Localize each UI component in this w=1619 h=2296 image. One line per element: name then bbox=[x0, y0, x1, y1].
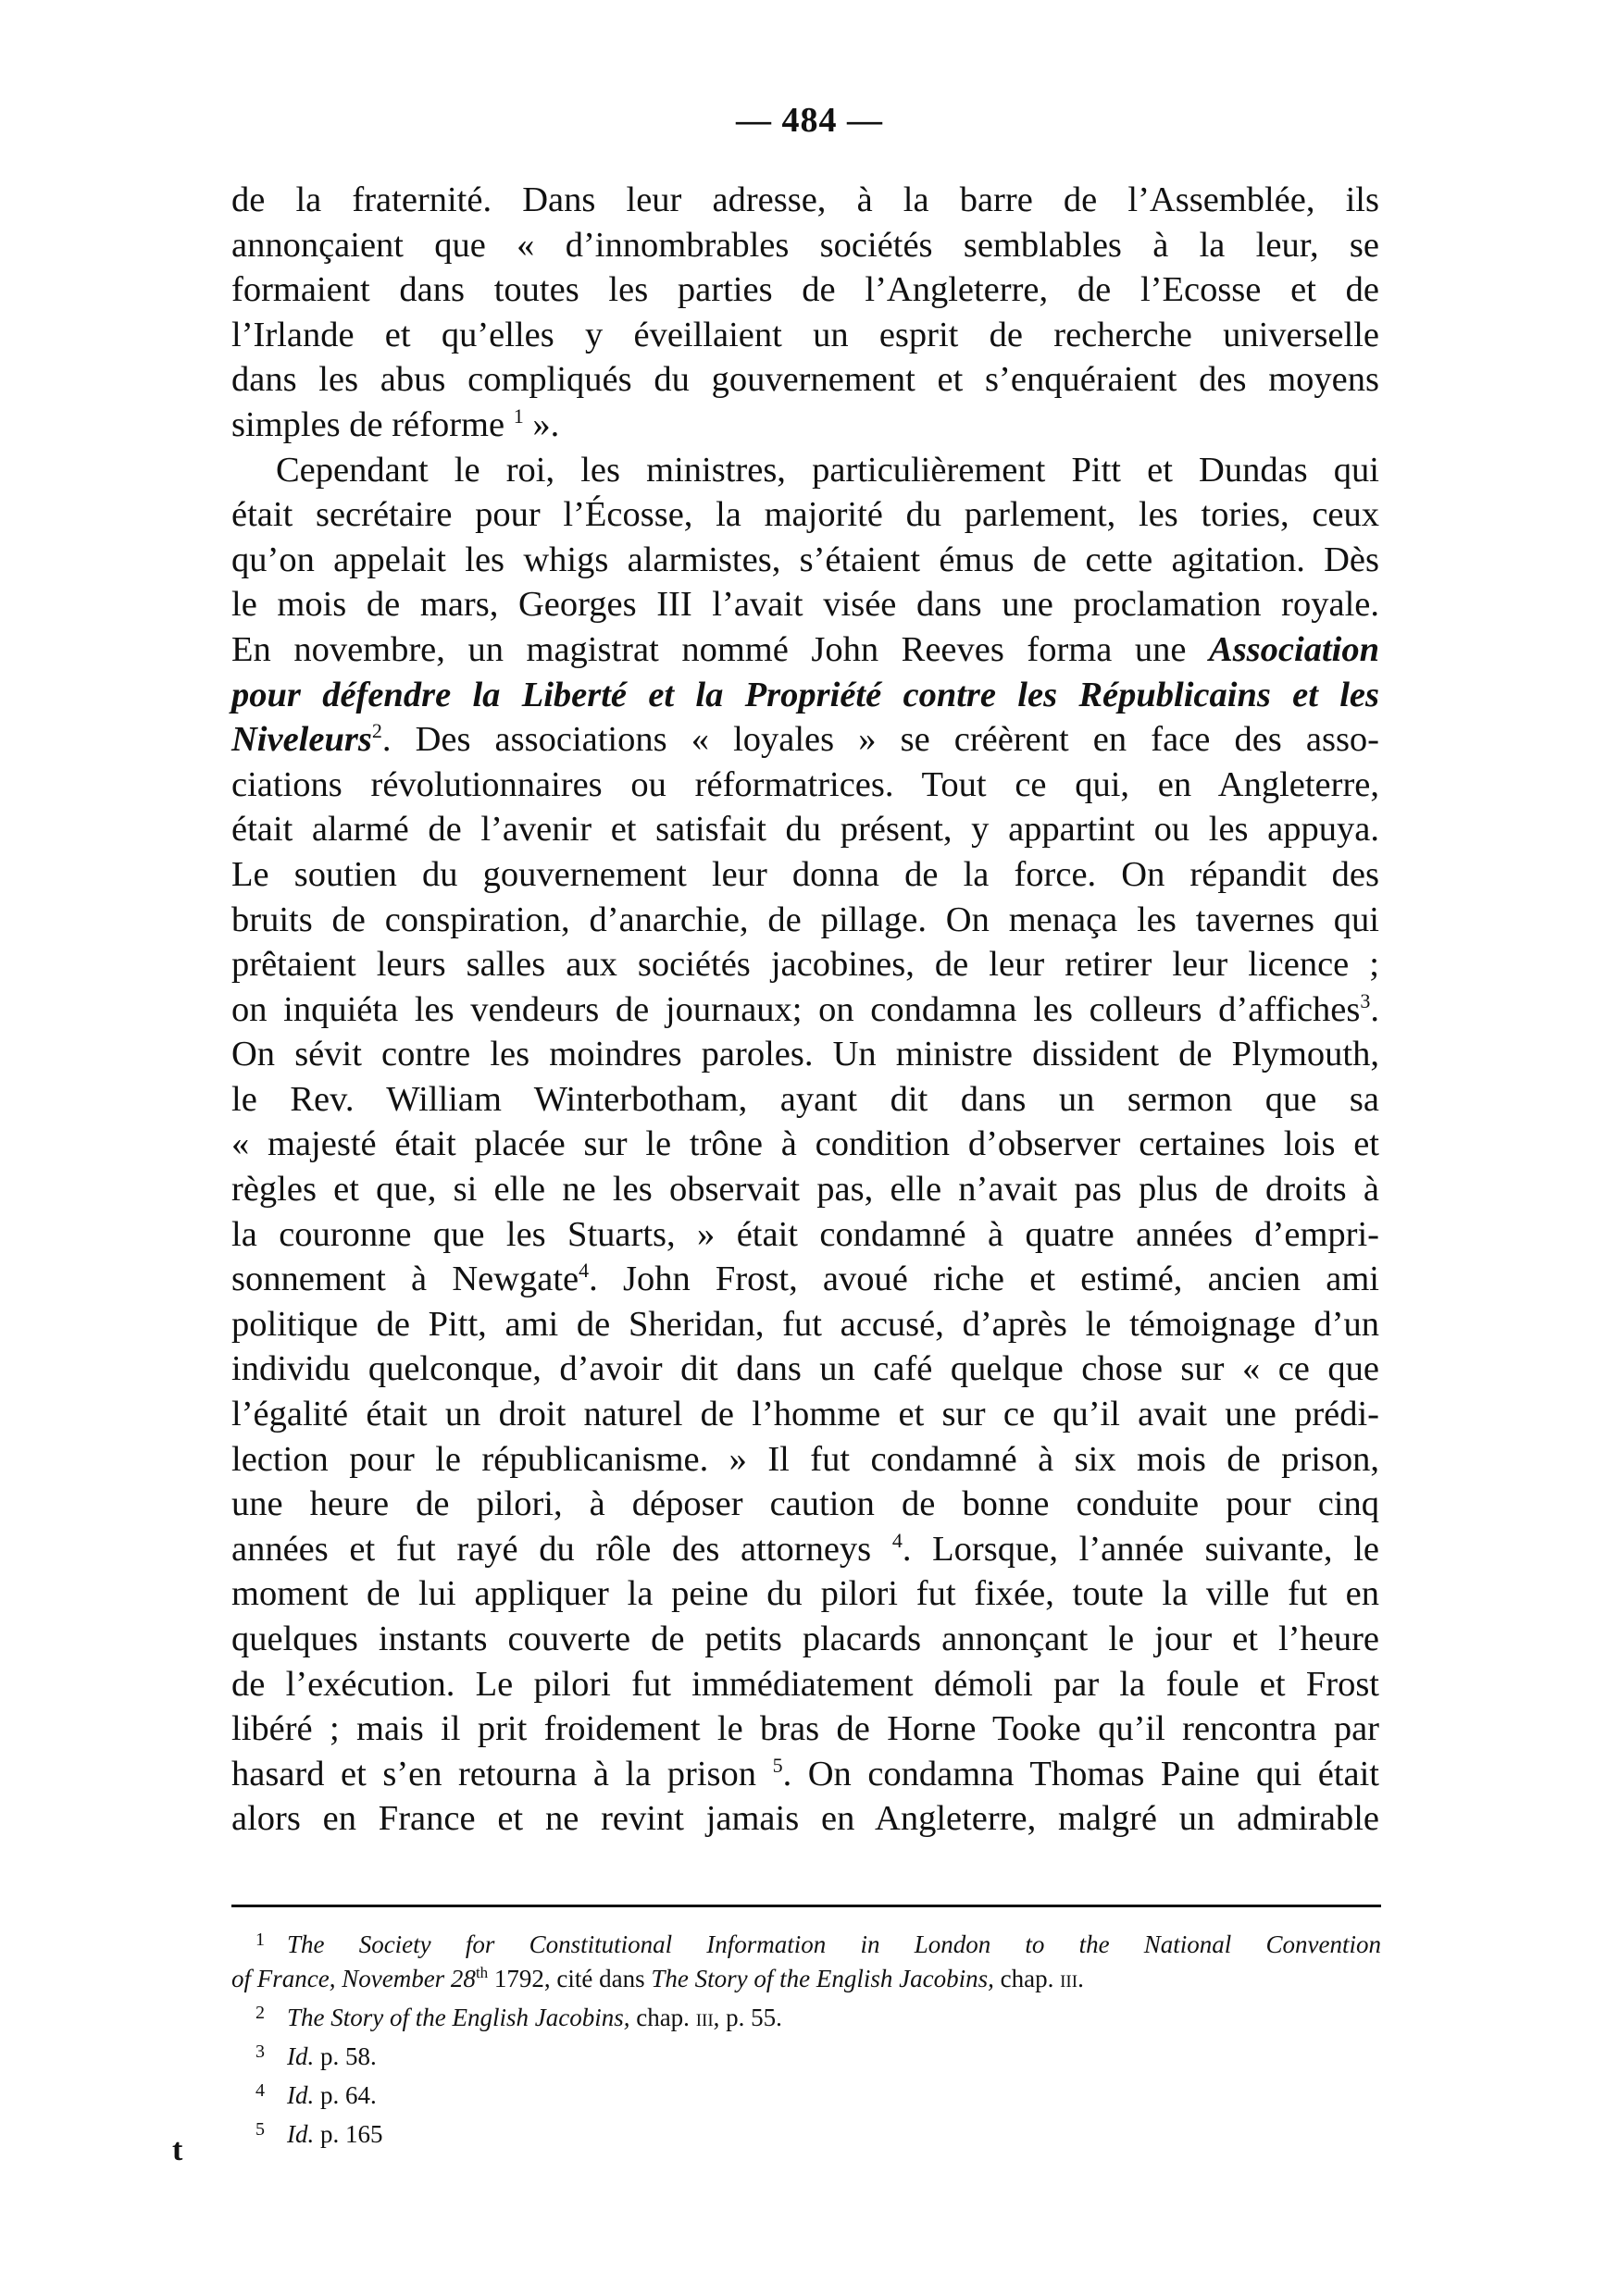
text-line bbox=[231, 717, 1379, 763]
footnote-divider bbox=[231, 1905, 1381, 1907]
footnote-ref: 5 bbox=[772, 1753, 783, 1777]
footnote-text: Id. bbox=[287, 2120, 315, 2148]
text-line: libéré ; mais il prit froidement le bras de Horne Tooke qu’il rencontra par bbox=[231, 1709, 1379, 1749]
text-fragment: ». bbox=[523, 404, 560, 444]
footnote-text: The Society for Constitutional Information in London to the National Convention bbox=[287, 1930, 1381, 1958]
text-fragment: années et fut rayé du rôle des attorneys bbox=[231, 1529, 872, 1569]
footnote-ref: 3 bbox=[1360, 988, 1371, 1012]
text-line: l’Irlande et qu’elles y éveillaient un esprit de recherche universelle bbox=[231, 315, 1379, 354]
footnote-3 bbox=[231, 2035, 1381, 2074]
footnote-ref: 1 bbox=[513, 403, 524, 428]
text-fragment: on inquiéta les vendeurs de journaux; on condamna les colleurs d’affiches bbox=[231, 989, 1361, 1029]
text-line: politique de Pitt, ami de Sheridan, fut accusé, d’après le témoignage d’un bbox=[231, 1304, 1379, 1344]
text-line: bruits de conspiration, d’anarchie, de pillage. On menaça les tavernes qui bbox=[231, 900, 1379, 939]
footnote-text: Id. bbox=[287, 2042, 315, 2070]
italic-title: Association bbox=[1209, 629, 1379, 669]
text-line: prêtaient leurs salles aux sociétés jacobines, de leur retirer leur licence ; bbox=[231, 945, 1379, 985]
footnote-text: , p. 55. bbox=[713, 2004, 782, 2031]
text-line: de l’exécution. Le pilori fut immédiatement démoli par la foule et Frost bbox=[231, 1664, 1379, 1704]
footnote-text: p. 64. bbox=[314, 2081, 377, 2109]
footnote-number: 1 bbox=[255, 1930, 265, 1950]
text-line: règles et que, si elle ne les observait pas, elle n’avait pas plus de droits à bbox=[231, 1170, 1379, 1210]
italic-title-line: pour défendre la Liberté et la Propriété contre les Républicains et les bbox=[231, 675, 1379, 714]
text-line: individu quelconque, d’avoir dit dans un café quelque chose sur « ce que bbox=[231, 1349, 1379, 1389]
footnote-text: iii bbox=[695, 2004, 714, 2031]
body-text bbox=[231, 178, 1379, 1842]
text-line: formaient dans toutes les parties de l’Angleterre, de l’Ecosse et de bbox=[231, 270, 1379, 310]
footnote-1 bbox=[231, 1923, 1381, 1962]
page-number: — 484 — bbox=[736, 101, 883, 140]
text-line bbox=[231, 1527, 1379, 1572]
text-fragment: . bbox=[1370, 989, 1379, 1029]
footnote-text: p. 58. bbox=[314, 2042, 377, 2070]
footnote-text: The Story of the English Jacobins, bbox=[287, 2004, 630, 2031]
text-line: la couronne que les Stuarts, » était condamné à quatre années d’empri- bbox=[231, 1214, 1379, 1254]
footnote-ref: 4 bbox=[579, 1259, 590, 1283]
text-line bbox=[231, 403, 1379, 448]
text-line: Le soutien du gouvernement leur donna de la force. On répandit des bbox=[231, 854, 1379, 894]
footnote-number: 5 bbox=[255, 2119, 265, 2140]
text-fragment: simples de réforme bbox=[231, 404, 505, 444]
text-line: qu’on appelait les whigs alarmistes, s’étaient émus de cette agitation. Dès bbox=[231, 540, 1379, 579]
footnote-number: 2 bbox=[255, 2003, 265, 2023]
text-line: annonçaient que « d’innombrables sociétés semblables à la leur, se bbox=[231, 225, 1379, 265]
text-line: moment de lui appliquer la peine du pilori fut fixée, toute la ville fut en bbox=[231, 1574, 1379, 1614]
text-fragment: . Lorsque, l’année suivante, le bbox=[902, 1529, 1379, 1569]
text-line: l’égalité était un droit naturel de l’homme et sur ce qu’il avait une prédi- bbox=[231, 1395, 1379, 1434]
footnote-text: 1792, bbox=[488, 1965, 551, 1992]
text-line: Cependant le roi, les ministres, particulièrement Pitt et Dundas qui bbox=[276, 450, 1379, 490]
footnote-text: . bbox=[1077, 1965, 1084, 1992]
text-fragment: hasard et s’en retourna à la prison bbox=[231, 1754, 757, 1793]
text-line: quelques instants couverte de petits placards annonçant le jour et l’heure bbox=[231, 1620, 1379, 1658]
footnote-2 bbox=[231, 1996, 1381, 2035]
text-fragment: . Des associations « loyales » se créèrent en face des asso- bbox=[381, 720, 1379, 760]
text-line: était alarmé de l’avenir et satisfait du présent, y appartint ou les appuya. bbox=[231, 810, 1379, 850]
footnote-number: 3 bbox=[255, 2042, 265, 2062]
text-line: « majesté était placée sur le trône à condition d’observer certaines lois et bbox=[231, 1124, 1379, 1164]
footnote-5 bbox=[231, 2113, 1381, 2152]
text-line: le Rev. William Winterbotham, ayant dit dans un sermon que sa bbox=[231, 1079, 1379, 1119]
text-line bbox=[231, 1257, 1379, 1302]
text-line: une heure de pilori, à déposer caution de bonne conduite pour cinq bbox=[231, 1484, 1379, 1524]
footnote-text: Id. bbox=[287, 2081, 315, 2109]
text-line: ciations révolutionnaires ou réformatrices. Tout ce qui, en Angleterre, bbox=[231, 764, 1379, 804]
footnote-text: of France, November 28 bbox=[231, 1965, 476, 1992]
text-line: lection pour le républicanisme. » Il fut condamné à six mois de prison, bbox=[231, 1439, 1379, 1479]
footnote-ref: 4 bbox=[891, 1528, 903, 1552]
footnote-text: The Story of the English Jacobins, bbox=[651, 1965, 994, 1992]
text-line: alors en France et ne revint jamais en Angleterre, malgré un admirable bbox=[231, 1799, 1379, 1839]
footnote-text: chap. bbox=[993, 1965, 1061, 1992]
footnotes bbox=[231, 1923, 1381, 2152]
footnote-4 bbox=[231, 2074, 1381, 2113]
text-line: de la fraternité. Dans leur adresse, à la barre de l’Assemblée, ils bbox=[231, 180, 1379, 219]
margin-mark: t bbox=[172, 2133, 183, 2167]
footnote-text: chap. bbox=[629, 2004, 696, 2031]
text-fragment: . John Frost, avoué riche et estimé, ancien ami bbox=[589, 1260, 1379, 1299]
footnote-text: p. 165 bbox=[314, 2120, 383, 2148]
text-fragment: . On condamna Thomas Paine qui était bbox=[782, 1754, 1380, 1793]
text-fragment: sonnement à Newgate bbox=[231, 1260, 579, 1299]
text-line: était secrétaire pour l’Écosse, la majorité du parlement, les tories, ceux bbox=[231, 495, 1379, 535]
footnote-ref: 2 bbox=[371, 719, 382, 743]
footnote-text: cité dans bbox=[550, 1965, 652, 1992]
footnote-text: iii bbox=[1060, 1965, 1078, 1992]
footnote-1-cont bbox=[231, 1962, 1381, 1996]
footnote-number: 4 bbox=[255, 2080, 265, 2101]
text-line bbox=[231, 1752, 1379, 1797]
text-line bbox=[231, 627, 1379, 673]
text-line: On sévit contre les moindres paroles. Un ministre dissident de Plymouth, bbox=[231, 1035, 1379, 1074]
text-line bbox=[231, 987, 1379, 1033]
italic-title: Niveleurs bbox=[231, 720, 372, 760]
text-line: dans les abus compliqués du gouvernement et s’enquéraient des moyens bbox=[231, 360, 1379, 400]
text-line: le mois de mars, Georges III l’avait visée dans une proclamation royale. bbox=[231, 585, 1379, 625]
footnote-text: th bbox=[475, 1964, 489, 1981]
text-fragment: En novembre, un magistrat nommé John Reeves forma une bbox=[231, 629, 1187, 669]
